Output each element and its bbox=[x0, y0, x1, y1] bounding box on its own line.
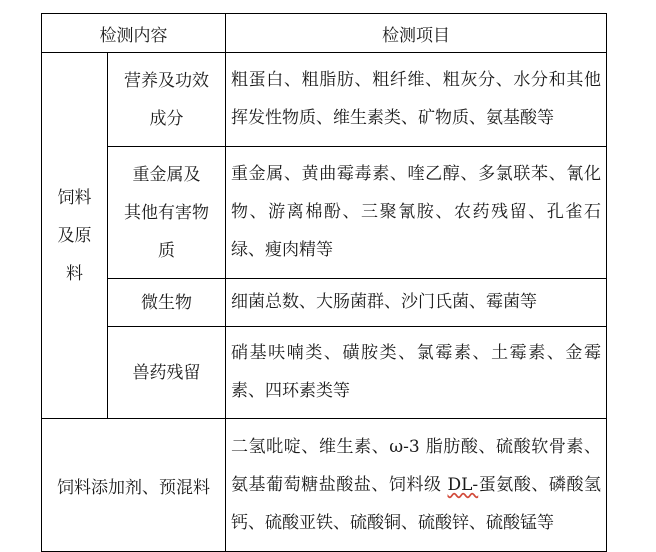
subcategory-line: 微生物 bbox=[141, 292, 192, 313]
underlined-text: DL- bbox=[447, 474, 479, 495]
subcategory-line: 其他有害物 bbox=[124, 202, 209, 223]
subcategory-line: 营养及功效 bbox=[124, 70, 209, 91]
table-row bbox=[42, 53, 607, 147]
inspection-table bbox=[41, 13, 607, 552]
items-cell: 重金属、黄曲霉毒素、喹乙醇、多氯联苯、氰化物、游离棉酚、三聚氰胺、农药残留、孔雀石绿、瘦肉精等 bbox=[226, 147, 607, 279]
header-content-cell: 检测内容 bbox=[42, 14, 226, 53]
subcategory-cell bbox=[108, 147, 226, 279]
category-line: 及原 bbox=[57, 225, 92, 246]
subcategory-cell bbox=[108, 327, 226, 419]
category-additive-cell: 饲料添加剂、预混料 bbox=[42, 419, 226, 552]
subcategory-line: 质 bbox=[158, 240, 175, 261]
header-items-cell: 检测项目 bbox=[226, 14, 607, 53]
items-text: 蛋氨酸、磷酸氢钙、硫酸亚铁、硫酸铜、硫酸锌、硫酸锰等 bbox=[231, 474, 602, 533]
subcategory-cell bbox=[108, 53, 226, 147]
items-cell: 粗蛋白、粗脂肪、粗纤维、粗灰分、水分和其他挥发性物质、维生素类、矿物质、氨基酸等 bbox=[226, 53, 607, 147]
subcategory-line: 兽药残留 bbox=[132, 362, 201, 383]
table-row bbox=[42, 327, 607, 419]
category-line: 料 bbox=[66, 263, 83, 284]
category-line: 饲料 bbox=[57, 187, 92, 208]
items-cell: 细菌总数、大肠菌群、沙门氏菌、霉菌等 bbox=[226, 279, 607, 327]
items-cell bbox=[226, 419, 607, 552]
subcategory-cell bbox=[108, 279, 226, 327]
table-row bbox=[42, 279, 607, 327]
subcategory-line: 重金属及 bbox=[132, 164, 201, 185]
items-text: 二氢吡啶、维生素、ω-3 脂肪酸、硫酸软骨素、氨基葡萄糖盐酸盐、饲料级 bbox=[231, 436, 601, 495]
subcategory-line: 成分 bbox=[149, 108, 184, 129]
header-row bbox=[42, 14, 607, 53]
table-row bbox=[42, 419, 607, 552]
table-row bbox=[42, 147, 607, 279]
category-feed-cell bbox=[42, 53, 108, 419]
items-cell: 硝基呋喃类、磺胺类、氯霉素、土霉素、金霉素、四环素类等 bbox=[226, 327, 607, 419]
